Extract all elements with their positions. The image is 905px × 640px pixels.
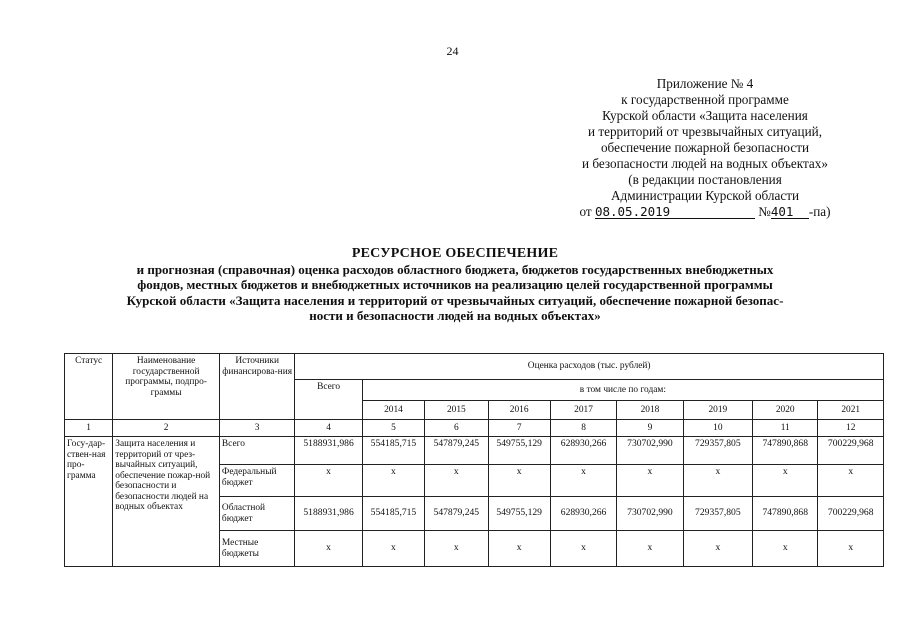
header-year: 2018 — [617, 401, 683, 420]
header-by-years: в том числе по годам: — [362, 380, 883, 401]
decree-date-line — [540, 204, 870, 220]
column-number: 12 — [818, 420, 884, 437]
heading-line: фондов, местных бюджетов и внебюджетных источников на реализацию целей государственной программы — [137, 277, 773, 293]
value-cell: x — [488, 465, 550, 497]
value-cell: x — [295, 531, 362, 567]
column-number: 1 — [65, 420, 113, 437]
value-cell: x — [818, 531, 884, 567]
header-year: 2020 — [753, 401, 818, 420]
column-number: 2 — [113, 420, 220, 437]
value-cell: 5188931,986 — [295, 497, 362, 531]
column-number: 9 — [617, 420, 683, 437]
value-cell: x — [550, 531, 616, 567]
program-name: Защита населения и территорий от чрез-вычайных ситуаций, обеспечение пожар-ной безопасности и безопасности людей на водных объектах — [113, 437, 220, 567]
value-cell: 730702,990 — [617, 437, 683, 465]
value-cell: 747890,868 — [753, 437, 818, 465]
value-cell: x — [425, 465, 488, 497]
value-cell: 747890,868 — [753, 497, 818, 531]
appendix-line: (в редакции постановления — [628, 172, 782, 187]
value-cell: 5188931,986 — [295, 437, 362, 465]
appendix-line: к государственной программе — [621, 92, 789, 107]
header-year: 2021 — [818, 401, 884, 420]
header-year: 2017 — [550, 401, 616, 420]
header-year: 2014 — [362, 401, 424, 420]
value-cell: x — [362, 465, 424, 497]
value-cell: x — [753, 531, 818, 567]
header-estimate: Оценка расходов (тыс. рублей) — [295, 354, 884, 380]
value-cell: x — [617, 465, 683, 497]
value-cell: 554185,715 — [362, 497, 424, 531]
heading-line: Курской области «Защита населения и территорий от чрезвычайных ситуаций, обеспечение пожарной безопас- — [126, 292, 784, 308]
funding-source: Федеральный бюджет — [219, 465, 294, 497]
value-cell: 700229,968 — [818, 437, 884, 465]
funding-source: Местные бюджеты — [219, 531, 294, 567]
value-cell: 554185,715 — [362, 437, 424, 465]
appendix-line: и территорий от чрезвычайных ситуаций, — [587, 124, 822, 139]
heading-line: и прогнозная (справочная) оценка расходов областного бюджета, бюджетов государственных внебюджетных — [136, 261, 774, 277]
appendix-line: Приложение № 4 — [656, 76, 754, 91]
header-program-name: Наименование государственной программы, подпро-граммы — [113, 354, 220, 420]
header-year: 2016 — [488, 401, 550, 420]
appendix-line: Администрации Курской области — [610, 188, 800, 203]
value-cell: 700229,968 — [818, 497, 884, 531]
value-cell: 547879,245 — [425, 497, 488, 531]
decree-date: 08.05.2019 — [595, 205, 755, 219]
heading-title: РЕСУРСНОЕ ОБЕСПЕЧЕНИЕ — [351, 246, 559, 261]
value-cell: x — [362, 531, 424, 567]
appendix-block — [540, 76, 870, 220]
header-total: Всего — [295, 380, 362, 420]
value-cell: 547879,245 — [425, 437, 488, 465]
value-cell: 628930,266 — [550, 497, 616, 531]
heading-line: ности и безопасности людей на водных объектах» — [309, 308, 601, 324]
number-prefix: № — [758, 204, 771, 219]
column-number: 6 — [425, 420, 488, 437]
column-number: 4 — [295, 420, 362, 437]
appendix-line: и безопасности людей на водных объектах» — [582, 156, 828, 171]
column-number: 5 — [362, 420, 424, 437]
value-cell: 549755,129 — [488, 497, 550, 531]
date-prefix: от — [579, 204, 592, 219]
value-cell: x — [818, 465, 884, 497]
document-heading — [30, 246, 880, 324]
appendix-line: Курской области «Защита населения — [602, 108, 808, 123]
value-cell: x — [617, 531, 683, 567]
value-cell: 730702,990 — [617, 497, 683, 531]
header-sources: Источники финансирова-ния — [219, 354, 294, 420]
value-cell: 549755,129 — [488, 437, 550, 465]
appendix-line: обеспечение пожарной безопасности — [600, 140, 810, 155]
value-cell: x — [683, 465, 752, 497]
table-row — [65, 437, 884, 465]
value-cell: 628930,266 — [550, 437, 616, 465]
value-cell: 729357,805 — [683, 437, 752, 465]
header-year: 2019 — [683, 401, 752, 420]
column-number: 10 — [683, 420, 752, 437]
value-cell: x — [550, 465, 616, 497]
column-number: 11 — [753, 420, 818, 437]
value-cell: x — [683, 531, 752, 567]
value-cell: x — [753, 465, 818, 497]
funding-source: Всего — [219, 437, 294, 465]
funding-source: Областной бюджет — [219, 497, 294, 531]
header-status: Статус — [65, 354, 113, 420]
column-number: 7 — [488, 420, 550, 437]
header-year: 2015 — [425, 401, 488, 420]
column-number: 3 — [219, 420, 294, 437]
number-suffix: -па) — [808, 204, 831, 219]
value-cell: x — [425, 531, 488, 567]
decree-number: 401 — [771, 205, 809, 219]
value-cell: x — [295, 465, 362, 497]
resource-table — [64, 353, 884, 567]
program-status: Госу-дар-ствен-ная про-грамма — [65, 437, 113, 567]
page-number: 24 — [446, 44, 459, 58]
value-cell: x — [488, 531, 550, 567]
value-cell: 729357,805 — [683, 497, 752, 531]
column-number: 8 — [550, 420, 616, 437]
